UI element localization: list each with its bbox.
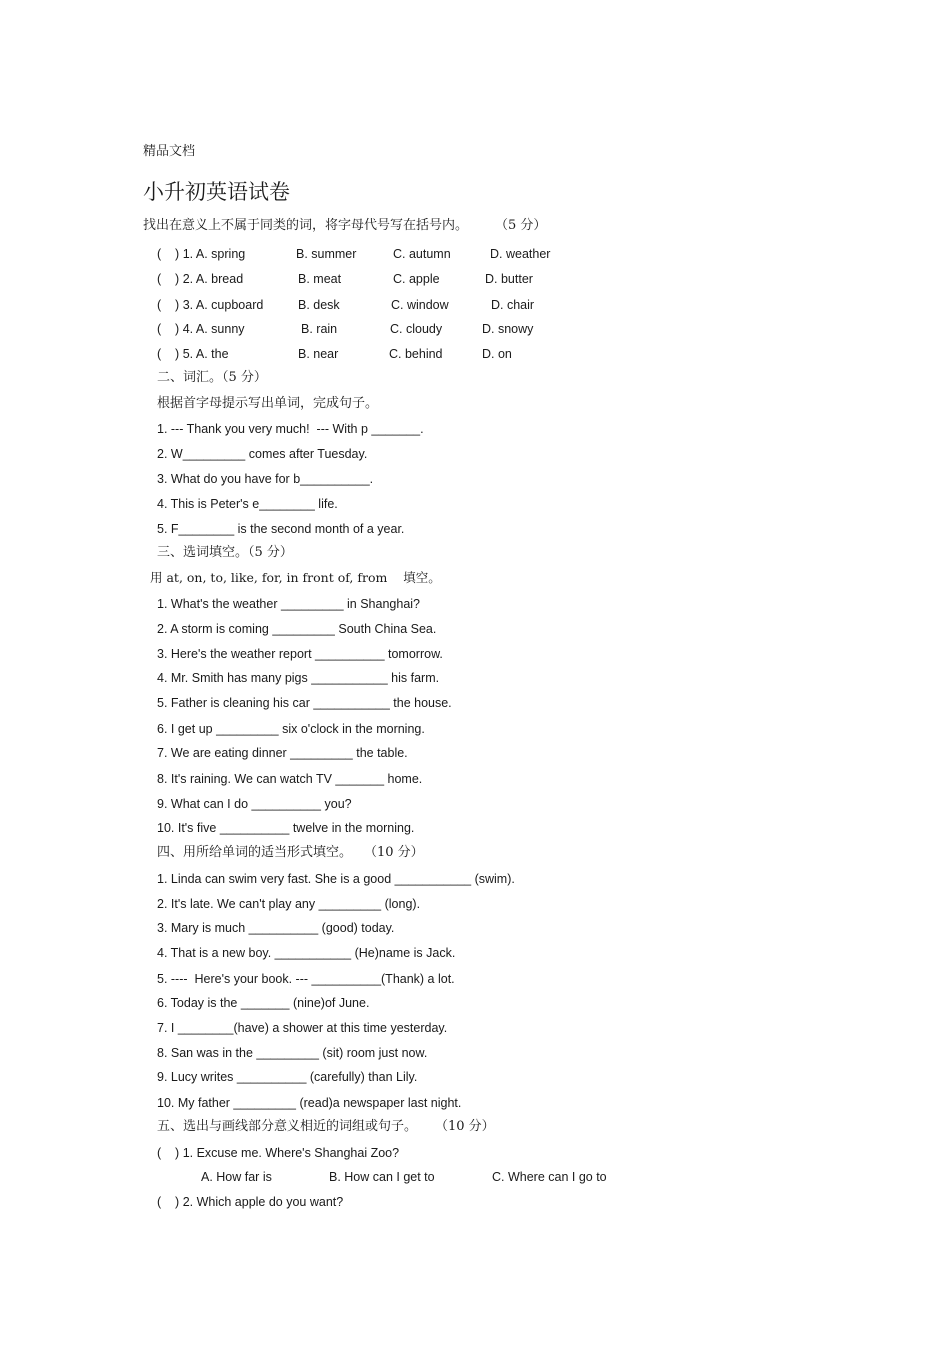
s4-item-3: 3. Mary is much __________ (good) today.: [157, 921, 395, 935]
s3-item-3: 3. Here's the weather report __________ tomorrow.: [157, 647, 443, 661]
section5-score: （10 分）: [435, 1119, 495, 1134]
s1-item-1-a: ( ) 1. A. spring: [157, 247, 246, 261]
s3-item-8: 8. It's raining. We can watch TV _______ home.: [157, 772, 423, 786]
s5-q1-option-a: A. How far is: [201, 1170, 272, 1184]
section4-score: （10 分）: [364, 845, 424, 860]
s1-item-2-c: C. apple: [393, 272, 440, 286]
s4-item-10: 10. My father _________ (read)a newspaper last night.: [157, 1096, 462, 1110]
s3-item-10: 10. It's five __________ twelve in the morning.: [157, 821, 415, 835]
s1-item-3-c: C. window: [391, 298, 449, 312]
s4-item-6: 6. Today is the _______ (nine)of June.: [157, 996, 370, 1010]
s1-item-5-d: D. on: [482, 347, 512, 361]
section2-heading: 二、词汇。（5 分）: [157, 370, 267, 385]
s1-item-1-b: B. summer: [296, 247, 357, 261]
s1-item-5-a: ( ) 5. A. the: [157, 347, 229, 361]
s1-item-2-a: ( ) 2. A. bread: [157, 272, 244, 286]
s4-item-5: 5. ---- Here's your book. --- __________(Thank) a lot.: [157, 972, 455, 986]
s4-item-8: 8. San was in the _________ (sit) room just now.: [157, 1046, 428, 1060]
s4-item-4: 4. That is a new boy. ___________ (He)name is Jack.: [157, 946, 456, 960]
s1-item-5-c: C. behind: [389, 347, 443, 361]
s1-item-2-d: D. butter: [485, 272, 533, 286]
s5-question-1: ( ) 1. Excuse me. Where's Shanghai Zoo?: [157, 1146, 400, 1160]
s1-item-1-c: C. autumn: [393, 247, 451, 261]
s1-item-1-d: D. weather: [490, 247, 551, 261]
s1-item-3-a: ( ) 3. A. cupboard: [157, 298, 264, 312]
section3-instruction: 用 at, on, to, like, for, in front of, from 填空。: [150, 570, 441, 585]
watermark-header: 精品文档: [143, 144, 196, 159]
section2-instruction: 根据首字母提示写出单词，完成句子。: [157, 396, 379, 411]
s4-item-9: 9. Lucy writes __________ (carefully) than Lily.: [157, 1070, 418, 1084]
section4-heading: 四、用所给单词的适当形式填空。: [157, 845, 353, 860]
section3-heading: 三、选词填空。（5 分）: [157, 545, 293, 560]
s3-item-2: 2. A storm is coming _________ South China Sea.: [157, 622, 437, 636]
s3-item-4: 4. Mr. Smith has many pigs ___________ his farm.: [157, 671, 440, 685]
s3-item-5: 5. Father is cleaning his car ___________ the house.: [157, 696, 452, 710]
s4-item-7: 7. I ________(have) a shower at this time yesterday.: [157, 1021, 448, 1035]
section1-score: （5 分）: [495, 218, 547, 233]
s1-item-4-a: ( ) 4. A. sunny: [157, 322, 245, 336]
s5-q1-option-c: C. Where can I go to: [492, 1170, 607, 1184]
s1-item-4-c: C. cloudy: [390, 322, 443, 336]
s5-q1-option-b: B. How can I get to: [329, 1170, 435, 1184]
s2-item-1: 1. --- Thank you very much! --- With p _______.: [157, 422, 424, 436]
s3-item-9: 9. What can I do __________ you?: [157, 797, 352, 811]
s2-item-3: 3. What do you have for b__________.: [157, 472, 374, 486]
s5-question-2: ( ) 2. Which apple do you want?: [157, 1195, 344, 1209]
s1-item-4-d: D. snowy: [482, 322, 534, 336]
section1-instruction: 找出在意义上不属于同类的词，将字母代号写在括号内。: [143, 218, 469, 233]
s4-item-2: 2. It's late. We can't play any _________ (long).: [157, 897, 421, 911]
s1-item-4-b: B. rain: [301, 322, 338, 336]
s1-item-3-b: B. desk: [298, 298, 340, 312]
s2-item-2: 2. W_________ comes after Tuesday.: [157, 447, 368, 461]
page-title: 小升初英语试卷: [143, 180, 290, 204]
s1-item-5-b: B. near: [298, 347, 339, 361]
s1-item-3-d: D. chair: [491, 298, 535, 312]
s1-item-2-b: B. meat: [298, 272, 342, 286]
s2-item-4: 4. This is Peter's e________ life.: [157, 497, 338, 511]
s4-item-1: 1. Linda can swim very fast. She is a good ___________ (swim).: [157, 872, 515, 886]
s3-item-6: 6. I get up _________ six o'clock in the morning.: [157, 722, 425, 736]
s2-item-5: 5. F________ is the second month of a year.: [157, 522, 405, 536]
s3-item-1: 1. What's the weather _________ in Shanghai?: [157, 597, 420, 611]
section5-heading: 五、选出与画线部分意义相近的词组或句子。: [157, 1119, 418, 1134]
s3-item-7: 7. We are eating dinner _________ the table.: [157, 746, 408, 760]
